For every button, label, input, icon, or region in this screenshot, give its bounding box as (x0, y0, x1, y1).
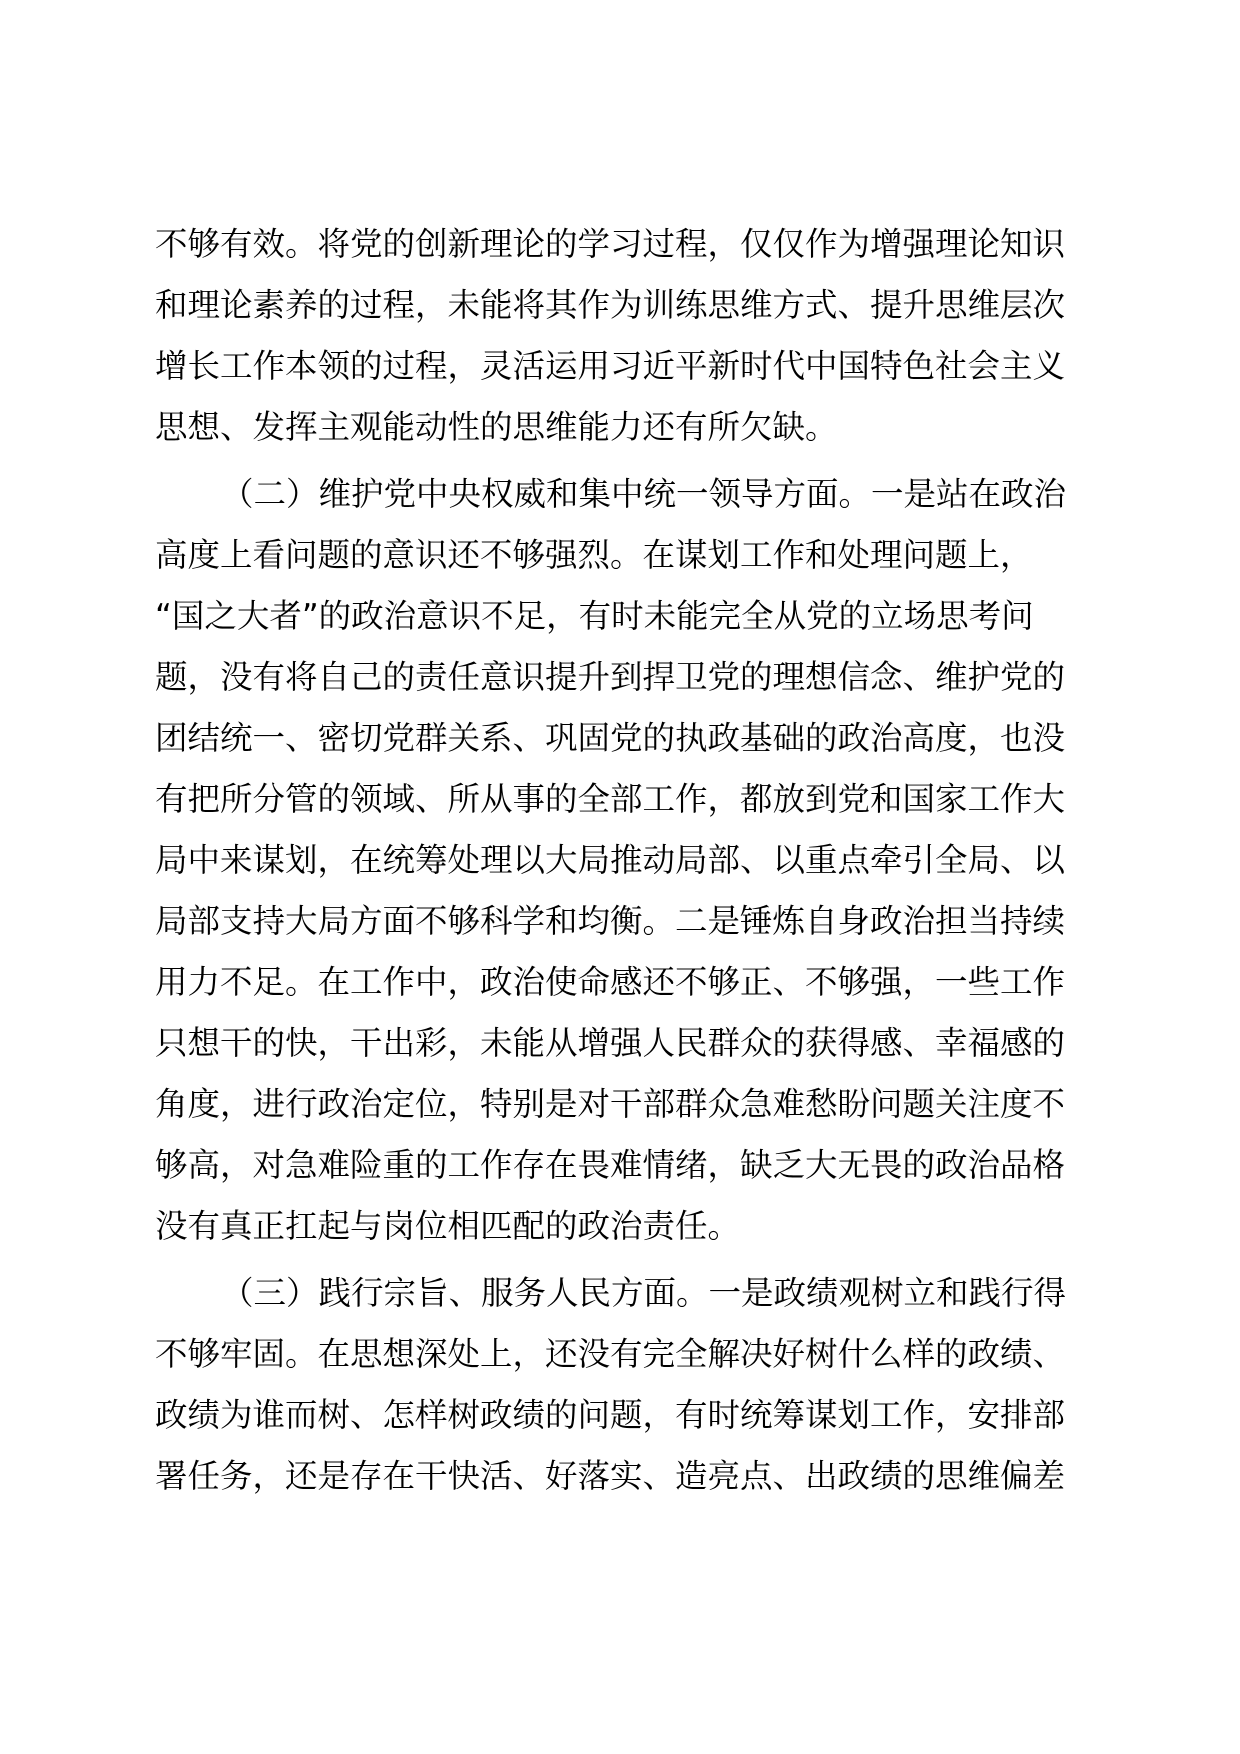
text-line: 题，没有将自己的责任意识提升到捍卫党的理想信念、维护党的 (155, 658, 1066, 696)
text-line: 角度，进行政治定位，特别是对干部群众急难愁盼问题关注度不 (155, 1085, 1066, 1123)
text-line: 只想干的快，干出彩，未能从增强人民群众的获得感、幸福感的 (155, 1024, 1066, 1062)
document-body (155, 214, 1095, 1507)
text-line: 不够有效。将党的创新理论的学习过程，仅仅作为增强理论知识 (155, 225, 1066, 263)
text-line: “国之大者”的政治意识不足，有时未能完全从党的立场思考问 (155, 597, 1034, 635)
text-line: 署任务，还是存在干快活、好落实、造亮点、出政绩的思维偏差 (155, 1457, 1066, 1495)
text-line: 局部支持大局方面不够科学和均衡。二是锤炼自身政治担当持续 (155, 902, 1066, 940)
paragraph-study-theory (155, 214, 1095, 458)
text-line: 局中来谋划，在统筹处理以大局推动局部、以重点牵引全局、以 (155, 841, 1066, 879)
text-line: 增长工作本领的过程，灵活运用习近平新时代中国特色社会主义 (155, 347, 1066, 385)
paragraph-serve-people (155, 1263, 1095, 1507)
section-heading-line: （二）维护党中央权威和集中统一领导方面。一是站在政治 (221, 475, 1067, 513)
text-line: 不够牢固。在思想深处上，还没有完全解决好树什么样的政绩、 (155, 1335, 1066, 1373)
text-line: 没有真正扛起与岗位相匹配的政治责任。 (155, 1207, 741, 1245)
text-line: 够高，对急难险重的工作存在畏难情绪，缺乏大无畏的政治品格 (155, 1146, 1066, 1184)
section-heading-line: （三）践行宗旨、服务人民方面。一是政绩观树立和践行得 (221, 1274, 1067, 1312)
text-line: 用力不足。在工作中，政治使命感还不够正、不够强，一些工作 (155, 963, 1066, 1001)
text-line: 政绩为谁而树、怎样树政绩的问题，有时统筹谋划工作，安排部 (155, 1396, 1066, 1434)
text-line: 高度上看问题的意识还不够强烈。在谋划工作和处理问题上， (155, 536, 1033, 574)
text-line: 和理论素养的过程，未能将其作为训练思维方式、提升思维层次 (155, 286, 1066, 324)
text-line: 思想、发挥主观能动性的思维能力还有所欠缺。 (155, 408, 838, 446)
text-line: 团结统一、密切党群关系、巩固党的执政基础的政治高度，也没 (155, 719, 1066, 757)
paragraph-central-authority (155, 464, 1095, 1257)
text-line: 有把所分管的领域、所从事的全部工作，都放到党和国家工作大 (155, 780, 1066, 818)
